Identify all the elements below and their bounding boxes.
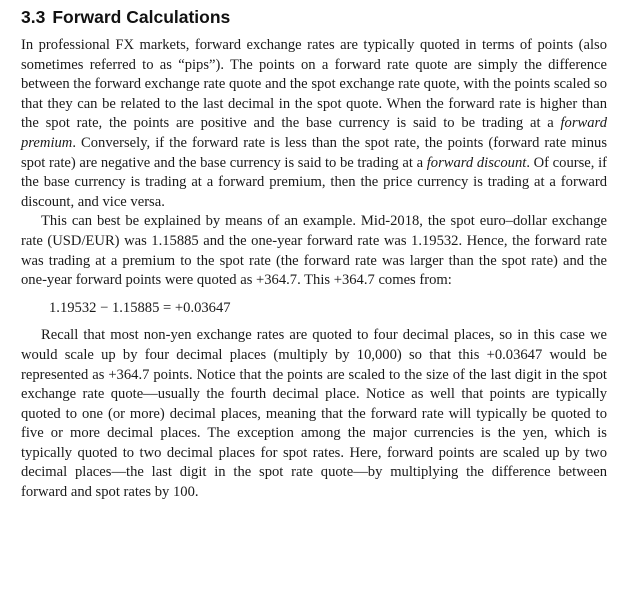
section-number: 3.3: [21, 7, 46, 27]
paragraph-3: Recall that most non-yen exchange rates are quoted to four decimal places, so in this case we would scale up by four decimal places (multiply by 10,000) so that this +0.03647 would be represented as +364.7 points. Notice that the points are scaled to the size of the last digit in the spot exchange rate quote—usually the fourth decimal place. Notice as well that points are typically quoted to one (or more) decimal places, meaning that the forward rate will typically be quoted to five or more decimal places. The exception among the major currencies is the yen, which is typically quoted to two decimal places for spot rates. Here, forward points are scaled up by two decimal places—the last digit in the spot rate quote—by multiplying the difference between forward and spot rates by 100.: [21, 327, 607, 501]
section-title: Forward Calculations: [52, 7, 231, 27]
paragraph-2: This can best be explained by means of an example. Mid-2018, the spot euro–dollar exchange rate (USD/EUR) was 1.15885 and the one-year forward rate was 1.19532. Hence, the forward rate was trading at a premium to the spot rate (the forward rate was larger than the spot rate) and the one-year forward points were quoted as +364.7. This +364.7 comes from:: [21, 213, 607, 289]
document-page: [21, 6, 607, 503]
term-forward-discount: forward discount: [426, 154, 527, 171]
equation: 1.19532 − 1.15885 = +0.03647: [49, 299, 231, 316]
section-heading: [21, 6, 607, 28]
term-forward-premium: forward premium: [21, 115, 607, 151]
paragraph-1-part-e: . Of course, if the base currency is trading at a forward premium, then the price currency is trading at a forward discount, and vice versa.: [21, 154, 607, 210]
paragraph-1-part-c: . Conversely, if the forward rate is less than the spot rate, the points (forward rate minus spot rate) are negative and the base currency is said to be trading at a: [21, 134, 607, 171]
paragraph-1: [21, 36, 607, 212]
paragraph-1-part-a: In professional FX markets, forward exchange rates are typically quoted in terms of points (also sometimes referred to as “pips”). The points on a forward rate quote are simply the difference between the forward exchange rate quote and the spot exchange rate quote, with the points scaled so that they can be related to the last decimal in the spot quote. When the forward rate is higher than the spot rate, the points are positive and the base currency is said to be trading at a: [21, 37, 607, 132]
